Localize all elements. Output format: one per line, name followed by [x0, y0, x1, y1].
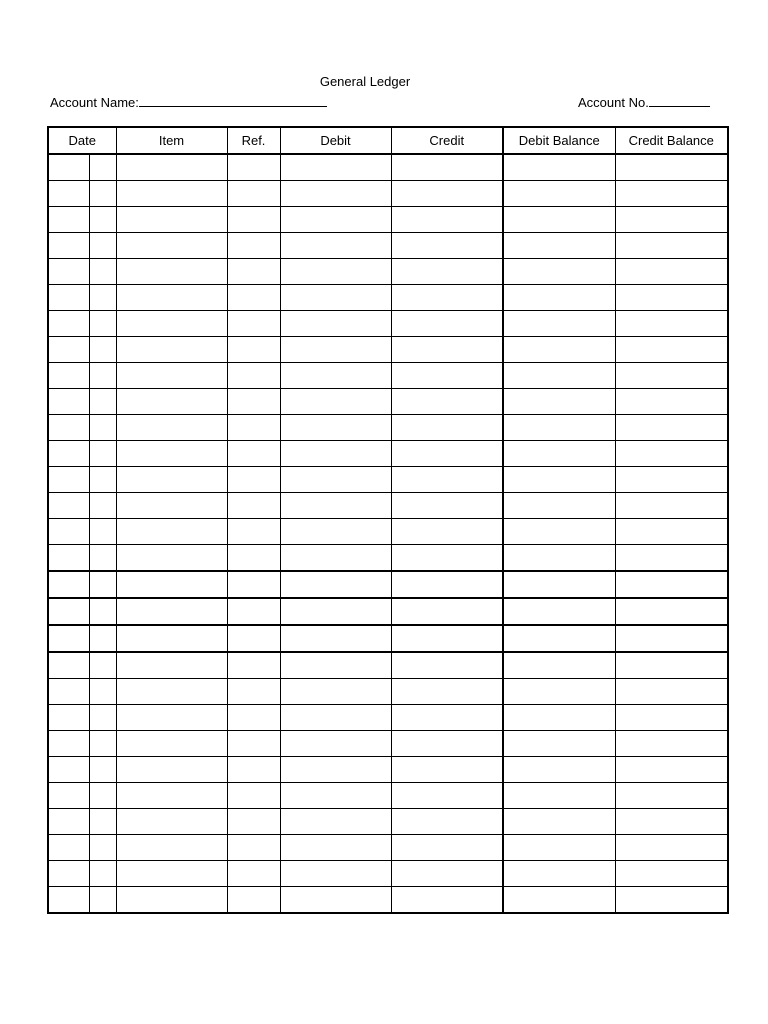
item-cell[interactable] [116, 625, 227, 652]
debit-balance-cell[interactable] [503, 259, 615, 285]
date-day-cell[interactable] [89, 441, 116, 467]
ref-cell[interactable] [227, 625, 280, 652]
ref-cell[interactable] [227, 415, 280, 441]
date-day-cell[interactable] [89, 311, 116, 337]
date-day-cell[interactable] [89, 154, 116, 181]
debit-cell[interactable] [280, 441, 391, 467]
item-cell[interactable] [116, 809, 227, 835]
ledger-row [48, 835, 728, 861]
credit-balance-cell[interactable] [615, 625, 728, 652]
debit-balance-cell[interactable] [503, 861, 615, 887]
debit-cell[interactable] [280, 705, 391, 731]
ledger-row [48, 467, 728, 493]
debit-balance-cell[interactable] [503, 598, 615, 625]
date-day-cell[interactable] [89, 545, 116, 572]
debit-balance-cell[interactable] [503, 519, 615, 545]
debit-cell[interactable] [280, 679, 391, 705]
item-cell[interactable] [116, 233, 227, 259]
credit-balance-cell[interactable] [615, 285, 728, 311]
date-day-cell[interactable] [89, 233, 116, 259]
ref-cell[interactable] [227, 835, 280, 861]
credit-cell[interactable] [391, 731, 503, 757]
date-day-cell[interactable] [89, 887, 116, 914]
debit-balance-cell[interactable] [503, 545, 615, 572]
ledger-row [48, 285, 728, 311]
debit-cell[interactable] [280, 861, 391, 887]
debit-cell[interactable] [280, 389, 391, 415]
credit-cell[interactable] [391, 207, 503, 233]
account-number-line [578, 95, 710, 110]
credit-cell[interactable] [391, 809, 503, 835]
debit-balance-cell[interactable] [503, 389, 615, 415]
credit-balance-cell[interactable] [615, 415, 728, 441]
ledger-row [48, 207, 728, 233]
ledger-body [48, 154, 728, 913]
date-day-cell[interactable] [89, 783, 116, 809]
ledger-row [48, 233, 728, 259]
credit-cell[interactable] [391, 705, 503, 731]
ref-cell[interactable] [227, 467, 280, 493]
debit-cell[interactable] [280, 285, 391, 311]
date-day-cell[interactable] [89, 389, 116, 415]
credit-cell[interactable] [391, 571, 503, 598]
item-cell[interactable] [116, 311, 227, 337]
date-day-cell[interactable] [89, 731, 116, 757]
item-cell[interactable] [116, 731, 227, 757]
ledger-row [48, 415, 728, 441]
column-header-ref: Ref. [227, 127, 280, 154]
credit-balance-cell[interactable] [615, 757, 728, 783]
date-month-cell[interactable] [48, 545, 89, 572]
credit-cell[interactable] [391, 337, 503, 363]
debit-cell[interactable] [280, 337, 391, 363]
date-month-cell[interactable] [48, 337, 89, 363]
credit-cell[interactable] [391, 181, 503, 207]
debit-cell[interactable] [280, 783, 391, 809]
debit-cell[interactable] [280, 809, 391, 835]
item-cell[interactable] [116, 783, 227, 809]
debit-cell[interactable] [280, 467, 391, 493]
ledger-row [48, 181, 728, 207]
item-cell[interactable] [116, 887, 227, 914]
credit-balance-cell[interactable] [615, 861, 728, 887]
credit-cell[interactable] [391, 363, 503, 389]
debit-balance-cell[interactable] [503, 625, 615, 652]
date-month-cell[interactable] [48, 731, 89, 757]
ref-cell[interactable] [227, 337, 280, 363]
credit-cell[interactable] [391, 861, 503, 887]
date-day-cell[interactable] [89, 207, 116, 233]
date-day-cell[interactable] [89, 652, 116, 679]
date-day-cell[interactable] [89, 861, 116, 887]
credit-cell[interactable] [391, 545, 503, 572]
credit-cell[interactable] [391, 467, 503, 493]
ledger-row [48, 259, 728, 285]
date-month-cell[interactable] [48, 259, 89, 285]
date-month-cell[interactable] [48, 441, 89, 467]
item-cell[interactable] [116, 285, 227, 311]
credit-cell[interactable] [391, 625, 503, 652]
date-day-cell[interactable] [89, 415, 116, 441]
credit-balance-cell[interactable] [615, 389, 728, 415]
column-header-credit: Credit [391, 127, 503, 154]
ledger-row [48, 154, 728, 181]
credit-balance-cell[interactable] [615, 598, 728, 625]
date-month-cell[interactable] [48, 652, 89, 679]
date-day-cell[interactable] [89, 285, 116, 311]
debit-cell[interactable] [280, 415, 391, 441]
debit-cell[interactable] [280, 493, 391, 519]
debit-balance-cell[interactable] [503, 467, 615, 493]
debit-balance-cell[interactable] [503, 731, 615, 757]
date-month-cell[interactable] [48, 783, 89, 809]
debit-cell[interactable] [280, 181, 391, 207]
ledger-row [48, 519, 728, 545]
date-month-cell[interactable] [48, 363, 89, 389]
ref-cell[interactable] [227, 519, 280, 545]
debit-balance-cell[interactable] [503, 887, 615, 914]
ref-cell[interactable] [227, 285, 280, 311]
credit-balance-cell[interactable] [615, 493, 728, 519]
ledger-row [48, 337, 728, 363]
credit-cell[interactable] [391, 679, 503, 705]
ref-cell[interactable] [227, 545, 280, 572]
debit-balance-cell[interactable] [503, 679, 615, 705]
credit-balance-cell[interactable] [615, 652, 728, 679]
ledger-table [47, 126, 729, 914]
credit-cell[interactable] [391, 652, 503, 679]
debit-balance-cell[interactable] [503, 337, 615, 363]
item-cell[interactable] [116, 493, 227, 519]
credit-balance-cell[interactable] [615, 207, 728, 233]
debit-balance-cell[interactable] [503, 783, 615, 809]
credit-cell[interactable] [391, 389, 503, 415]
date-day-cell[interactable] [89, 757, 116, 783]
credit-balance-cell[interactable] [615, 337, 728, 363]
credit-cell[interactable] [391, 887, 503, 914]
debit-balance-cell[interactable] [503, 154, 615, 181]
ref-cell[interactable] [227, 207, 280, 233]
ref-cell[interactable] [227, 861, 280, 887]
debit-balance-cell[interactable] [503, 652, 615, 679]
ledger-row [48, 363, 728, 389]
debit-cell[interactable] [280, 363, 391, 389]
credit-cell[interactable] [391, 598, 503, 625]
credit-balance-cell[interactable] [615, 181, 728, 207]
item-cell[interactable] [116, 705, 227, 731]
credit-balance-cell[interactable] [615, 809, 728, 835]
ledger-row [48, 652, 728, 679]
ledger-row [48, 809, 728, 835]
debit-balance-cell[interactable] [503, 571, 615, 598]
item-cell[interactable] [116, 363, 227, 389]
ledger-row [48, 783, 728, 809]
credit-cell[interactable] [391, 757, 503, 783]
debit-balance-cell[interactable] [503, 285, 615, 311]
date-day-cell[interactable] [89, 835, 116, 861]
date-month-cell[interactable] [48, 887, 89, 914]
date-month-cell[interactable] [48, 285, 89, 311]
date-month-cell[interactable] [48, 207, 89, 233]
credit-balance-cell[interactable] [615, 441, 728, 467]
credit-balance-cell[interactable] [615, 545, 728, 572]
credit-balance-cell[interactable] [615, 731, 728, 757]
account-number-label: Account No. [578, 95, 649, 110]
date-day-cell[interactable] [89, 679, 116, 705]
credit-cell[interactable] [391, 441, 503, 467]
credit-cell[interactable] [391, 311, 503, 337]
date-month-cell[interactable] [48, 679, 89, 705]
date-month-cell[interactable] [48, 861, 89, 887]
debit-cell[interactable] [280, 652, 391, 679]
ref-cell[interactable] [227, 679, 280, 705]
ledger-row [48, 493, 728, 519]
credit-cell[interactable] [391, 783, 503, 809]
ref-cell[interactable] [227, 783, 280, 809]
item-cell[interactable] [116, 207, 227, 233]
date-month-cell[interactable] [48, 154, 89, 181]
debit-balance-cell[interactable] [503, 493, 615, 519]
credit-cell[interactable] [391, 415, 503, 441]
ledger-row [48, 311, 728, 337]
date-day-cell[interactable] [89, 181, 116, 207]
debit-balance-cell[interactable] [503, 233, 615, 259]
date-day-cell[interactable] [89, 809, 116, 835]
ref-cell[interactable] [227, 652, 280, 679]
ledger-row [48, 679, 728, 705]
ref-cell[interactable] [227, 731, 280, 757]
ledger-row [48, 545, 728, 572]
ref-cell[interactable] [227, 363, 280, 389]
column-header-debit: Debit [280, 127, 391, 154]
ledger-row [48, 861, 728, 887]
debit-cell[interactable] [280, 154, 391, 181]
credit-balance-cell[interactable] [615, 259, 728, 285]
debit-balance-cell[interactable] [503, 415, 615, 441]
credit-balance-cell[interactable] [615, 705, 728, 731]
date-month-cell[interactable] [48, 835, 89, 861]
date-day-cell[interactable] [89, 705, 116, 731]
date-month-cell[interactable] [48, 519, 89, 545]
date-day-cell[interactable] [89, 598, 116, 625]
date-month-cell[interactable] [48, 625, 89, 652]
date-day-cell[interactable] [89, 337, 116, 363]
debit-cell[interactable] [280, 519, 391, 545]
item-cell[interactable] [116, 415, 227, 441]
ref-cell[interactable] [227, 259, 280, 285]
date-day-cell[interactable] [89, 363, 116, 389]
date-month-cell[interactable] [48, 389, 89, 415]
date-month-cell[interactable] [48, 571, 89, 598]
debit-cell[interactable] [280, 233, 391, 259]
debit-cell[interactable] [280, 571, 391, 598]
debit-cell[interactable] [280, 887, 391, 914]
debit-cell[interactable] [280, 545, 391, 572]
ledger-row [48, 571, 728, 598]
item-cell[interactable] [116, 441, 227, 467]
item-cell[interactable] [116, 545, 227, 572]
ledger-row [48, 887, 728, 914]
item-cell[interactable] [116, 757, 227, 783]
item-cell[interactable] [116, 571, 227, 598]
debit-balance-cell[interactable] [503, 835, 615, 861]
credit-cell[interactable] [391, 519, 503, 545]
credit-balance-cell[interactable] [615, 783, 728, 809]
debit-cell[interactable] [280, 598, 391, 625]
date-month-cell[interactable] [48, 705, 89, 731]
date-day-cell[interactable] [89, 467, 116, 493]
ledger-row [48, 757, 728, 783]
credit-balance-cell[interactable] [615, 363, 728, 389]
ledger-row [48, 625, 728, 652]
item-cell[interactable] [116, 861, 227, 887]
ref-cell[interactable] [227, 233, 280, 259]
debit-cell[interactable] [280, 259, 391, 285]
ref-cell[interactable] [227, 757, 280, 783]
item-cell[interactable] [116, 598, 227, 625]
account-name-label: Account Name: [50, 95, 139, 110]
credit-cell[interactable] [391, 259, 503, 285]
credit-balance-cell[interactable] [615, 571, 728, 598]
item-cell[interactable] [116, 154, 227, 181]
date-month-cell[interactable] [48, 467, 89, 493]
item-cell[interactable] [116, 181, 227, 207]
credit-cell[interactable] [391, 835, 503, 861]
ref-cell[interactable] [227, 389, 280, 415]
credit-cell[interactable] [391, 285, 503, 311]
debit-balance-cell[interactable] [503, 311, 615, 337]
debit-balance-cell[interactable] [503, 705, 615, 731]
credit-balance-cell[interactable] [615, 519, 728, 545]
ledger-row [48, 705, 728, 731]
column-header-debit-balance: Debit Balance [503, 127, 615, 154]
item-cell[interactable] [116, 467, 227, 493]
item-cell[interactable] [116, 259, 227, 285]
debit-balance-cell[interactable] [503, 757, 615, 783]
ledger-row [48, 731, 728, 757]
date-month-cell[interactable] [48, 809, 89, 835]
credit-cell[interactable] [391, 493, 503, 519]
date-month-cell[interactable] [48, 598, 89, 625]
credit-balance-cell[interactable] [615, 311, 728, 337]
debit-balance-cell[interactable] [503, 181, 615, 207]
debit-cell[interactable] [280, 207, 391, 233]
date-month-cell[interactable] [48, 415, 89, 441]
ledger-row [48, 598, 728, 625]
account-name-field[interactable] [139, 95, 327, 107]
item-cell[interactable] [116, 389, 227, 415]
item-cell[interactable] [116, 835, 227, 861]
page-title: General Ledger [319, 74, 411, 89]
date-day-cell[interactable] [89, 625, 116, 652]
ref-cell[interactable] [227, 887, 280, 914]
ref-cell[interactable] [227, 441, 280, 467]
debit-cell[interactable] [280, 311, 391, 337]
date-day-cell[interactable] [89, 571, 116, 598]
debit-cell[interactable] [280, 625, 391, 652]
ref-cell[interactable] [227, 311, 280, 337]
ledger-header-row [48, 127, 728, 154]
debit-cell[interactable] [280, 731, 391, 757]
ref-cell[interactable] [227, 154, 280, 181]
debit-balance-cell[interactable] [503, 363, 615, 389]
debit-balance-cell[interactable] [503, 441, 615, 467]
item-cell[interactable] [116, 652, 227, 679]
ref-cell[interactable] [227, 705, 280, 731]
date-day-cell[interactable] [89, 493, 116, 519]
credit-balance-cell[interactable] [615, 835, 728, 861]
credit-balance-cell[interactable] [615, 467, 728, 493]
date-month-cell[interactable] [48, 757, 89, 783]
date-month-cell[interactable] [48, 233, 89, 259]
date-month-cell[interactable] [48, 181, 89, 207]
date-day-cell[interactable] [89, 259, 116, 285]
date-month-cell[interactable] [48, 493, 89, 519]
credit-balance-cell[interactable] [615, 679, 728, 705]
date-day-cell[interactable] [89, 519, 116, 545]
debit-cell[interactable] [280, 757, 391, 783]
column-header-date: Date [48, 127, 116, 154]
account-name-line [50, 95, 327, 110]
credit-balance-cell[interactable] [615, 887, 728, 914]
debit-cell[interactable] [280, 835, 391, 861]
ref-cell[interactable] [227, 493, 280, 519]
item-cell[interactable] [116, 519, 227, 545]
ledger-row [48, 441, 728, 467]
ref-cell[interactable] [227, 809, 280, 835]
credit-balance-cell[interactable] [615, 233, 728, 259]
credit-cell[interactable] [391, 154, 503, 181]
column-header-item: Item [116, 127, 227, 154]
credit-balance-cell[interactable] [615, 154, 728, 181]
ref-cell[interactable] [227, 571, 280, 598]
ref-cell[interactable] [227, 598, 280, 625]
debit-balance-cell[interactable] [503, 207, 615, 233]
account-number-field[interactable] [649, 95, 710, 107]
date-month-cell[interactable] [48, 311, 89, 337]
credit-cell[interactable] [391, 233, 503, 259]
ref-cell[interactable] [227, 181, 280, 207]
debit-balance-cell[interactable] [503, 809, 615, 835]
item-cell[interactable] [116, 337, 227, 363]
ledger-row [48, 389, 728, 415]
item-cell[interactable] [116, 679, 227, 705]
column-header-credit-balance: Credit Balance [615, 127, 728, 154]
